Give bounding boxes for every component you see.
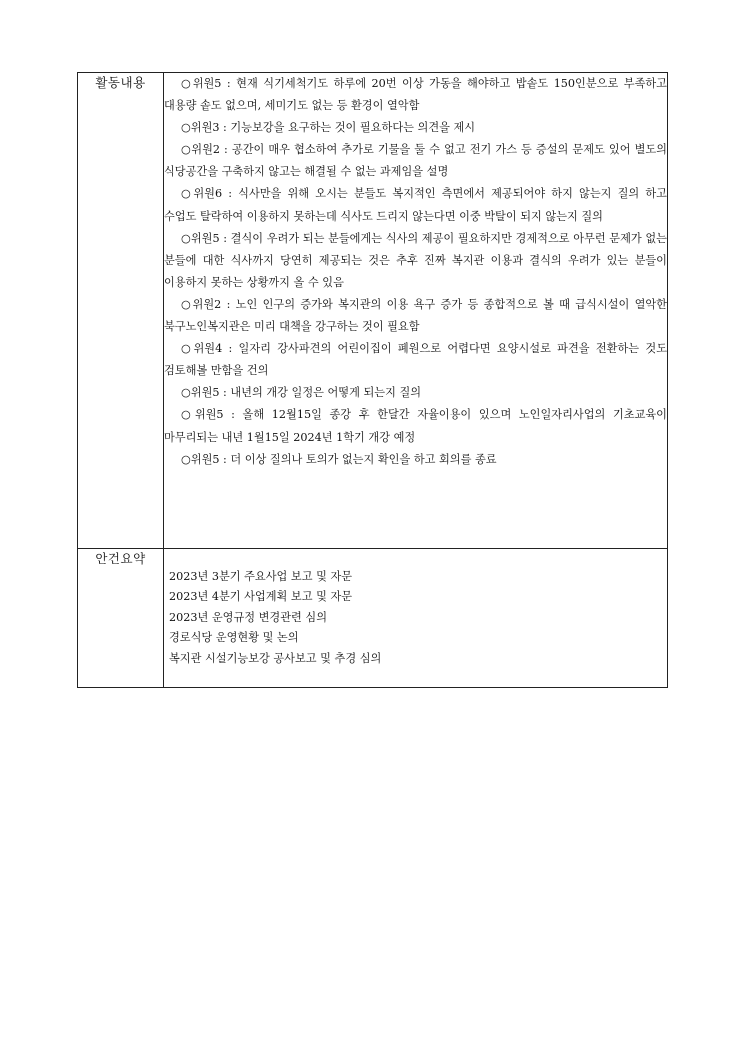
agenda-row xyxy=(78,549,668,688)
agenda-item: 2023년 운영규정 변경관련 심의 xyxy=(169,610,328,624)
agenda-label: 안건요약 xyxy=(78,549,164,688)
activity-content xyxy=(164,73,668,549)
activity-item: ○위원3 : 기능보강을 요구하는 것이 필요하다는 의견을 제시 xyxy=(181,121,476,135)
agenda-item: 2023년 4분기 사업계획 보고 및 자문 xyxy=(169,590,353,604)
agenda-item: 2023년 3분기 주요사업 보고 및 자문 xyxy=(169,570,353,583)
minutes-sheet xyxy=(77,72,668,688)
activity-item: ○위원5 : 더 이상 질의나 토의가 없는지 확인을 하고 회의를 종료 xyxy=(181,452,497,466)
activity-list xyxy=(164,73,667,548)
agenda-item: 복지관 시설기능보강 공사보고 및 추경 심의 xyxy=(169,651,382,665)
activity-label: 활동내용 xyxy=(78,73,164,549)
activity-row xyxy=(78,73,668,549)
activity-item: ○위원5 : 올해 12월15일 종강 후 한달간 자율이용이 있으며 노인일자리사업의 기초교육이 마무리되는 내년 1월15일 2024년 1학기 개강 예정 xyxy=(164,408,667,444)
activity-item: ○위원2 : 노인 인구의 증가와 복지관의 이용 욕구 증가 등 종합적으로 볼 때 급식시설이 열악한 북구노인복지관은 미리 대책을 강구하는 것이 필요함 xyxy=(164,297,667,334)
activity-item: ○위원2 : 공간이 매우 협소하여 추가로 기물을 둘 수 없고 전기 가스 등 증설의 문제도 있어 별도의 식당공간을 구축하지 않고는 해결될 수 없는 과제임을 설명 xyxy=(164,143,667,179)
agenda-item: 경로식당 운영현황 및 논의 xyxy=(169,631,299,645)
activity-item: ○위원5 : 결식이 우려가 되는 분들에게는 식사의 제공이 필요하지만 경제적으로 아무런 문제가 없는 분들에 대한 식사까지 당연히 제공되는 것은 추후 진짜 복지관 이용과 결식의 우려가 있는 분들이 이용하지 못하는 상황까지 올 수 있음 xyxy=(164,231,667,289)
agenda-list xyxy=(164,549,667,687)
minutes-table xyxy=(77,72,668,688)
activity-item: ○위원5 : 현재 식기세척기도 하루에 20번 이상 가동을 해야하고 밥솥도 150인분으로 부족하고 대용량 솥도 없으며, 세미기도 없는 등 환경이 열악함 xyxy=(164,77,667,113)
activity-item: ○위원6 : 식사만을 위해 오시는 분들도 복지적인 측면에서 제공되어야 하지 않는지 질의 하고 수업도 탈락하여 이용하지 못하는데 식사도 드리지 않는다면 이중 박탈이 되지 않는지 질의 xyxy=(164,187,667,223)
agenda-content xyxy=(164,549,668,688)
activity-item: ○위원5 : 내년의 개강 일정은 어떻게 되는지 질의 xyxy=(181,386,422,400)
activity-item: ○위원4 : 일자리 강사파견의 어린이집이 폐원으로 어렵다면 요양시설로 파견을 전환하는 것도 검토해볼 만함을 건의 xyxy=(164,342,667,378)
